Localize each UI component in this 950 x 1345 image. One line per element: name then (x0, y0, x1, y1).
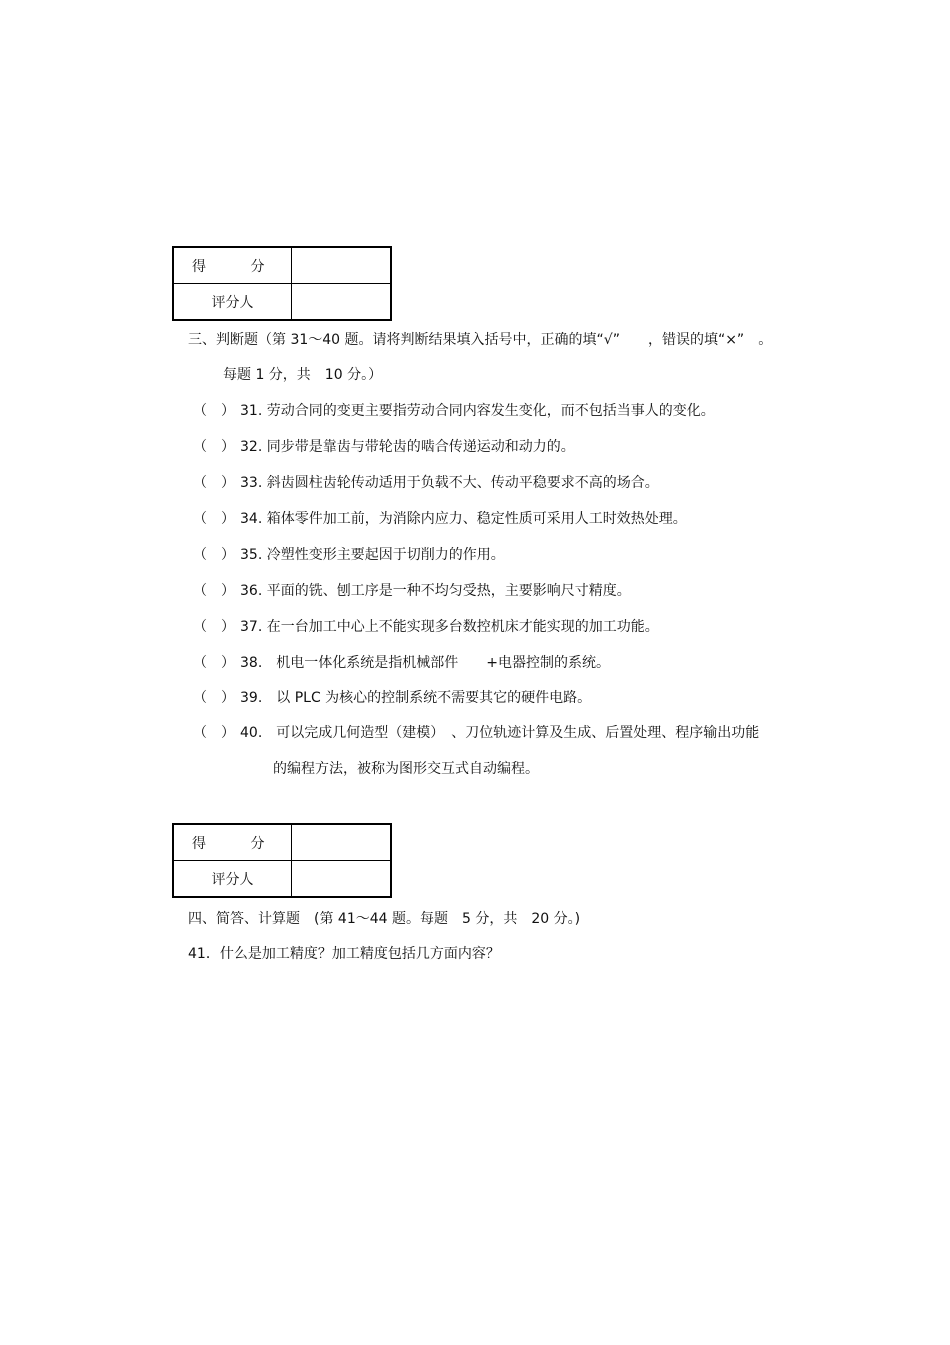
question-35: 35. 冷塑性变形主要起因于切削力的作用。 (240, 547, 505, 563)
score-label: 得 分 (173, 247, 292, 284)
answer-paren[interactable]: （ ） (193, 655, 235, 671)
score-box-2 (172, 823, 392, 898)
answer-paren[interactable]: （ ） (193, 725, 235, 741)
question-33: 33. 斜齿圆柱齿轮传动适用于负载不大、传动平稳要求不高的场合。 (240, 475, 659, 491)
question-36: 36. 平面的铣、刨工序是一种不均匀受热，主要影响尺寸精度。 (240, 583, 631, 599)
section3-subheading: 每题 1 分，共 10 分。） (223, 367, 383, 383)
section3-heading: 三、判断题（第 31～40 题。请将判断结果填入括号中，正确的填“√” ，错误的填“×” 。 (188, 332, 773, 348)
answer-paren[interactable]: （ ） (193, 403, 235, 419)
answer-paren[interactable]: （ ） (193, 583, 235, 599)
question-41: 41．什么是加工精度？加工精度包括几方面内容？ (188, 946, 500, 962)
grader-label: 评分人 (173, 861, 292, 898)
answer-paren[interactable]: （ ） (193, 690, 235, 706)
question-38: 38. 机电一体化系统是指机械部件 +电器控制的系统。 (240, 655, 610, 671)
question-39: 39. 以 PLC 为核心的控制系统不需要其它的硬件电路。 (240, 690, 592, 706)
answer-paren[interactable]: （ ） (193, 619, 235, 635)
question-40-continued: 的编程方法，被称为图形交互式自动编程。 (273, 761, 539, 777)
grader-label: 评分人 (173, 284, 292, 321)
score-box-1 (172, 246, 392, 321)
question-34: 34. 箱体零件加工前，为消除内应力、稳定性质可采用人工时效热处理。 (240, 511, 687, 527)
score-value-cell[interactable] (292, 247, 392, 284)
grader-value-cell[interactable] (292, 284, 392, 321)
answer-paren[interactable]: （ ） (193, 475, 235, 491)
score-value-cell[interactable] (292, 824, 392, 861)
question-40: 40. 可以完成几何造型（建模） 、刀位轨迹计算及生成、后置处理、程序输出功能 (240, 725, 760, 741)
section4-heading: 四、简答、计算题 (第 41～44 题。每题 5 分，共 20 分。) (188, 911, 581, 927)
question-31: 31. 劳动合同的变更主要指劳动合同内容发生变化，而不包括当事人的变化。 (240, 403, 715, 419)
question-32: 32. 同步带是靠齿与带轮齿的啮合传递运动和动力的。 (240, 439, 575, 455)
question-37: 37. 在一台加工中心上不能实现多台数控机床才能实现的加工功能。 (240, 619, 659, 635)
answer-paren[interactable]: （ ） (193, 439, 235, 455)
score-label: 得 分 (173, 824, 292, 861)
answer-paren[interactable]: （ ） (193, 547, 235, 563)
grader-value-cell[interactable] (292, 861, 392, 898)
answer-paren[interactable]: （ ） (193, 511, 235, 527)
